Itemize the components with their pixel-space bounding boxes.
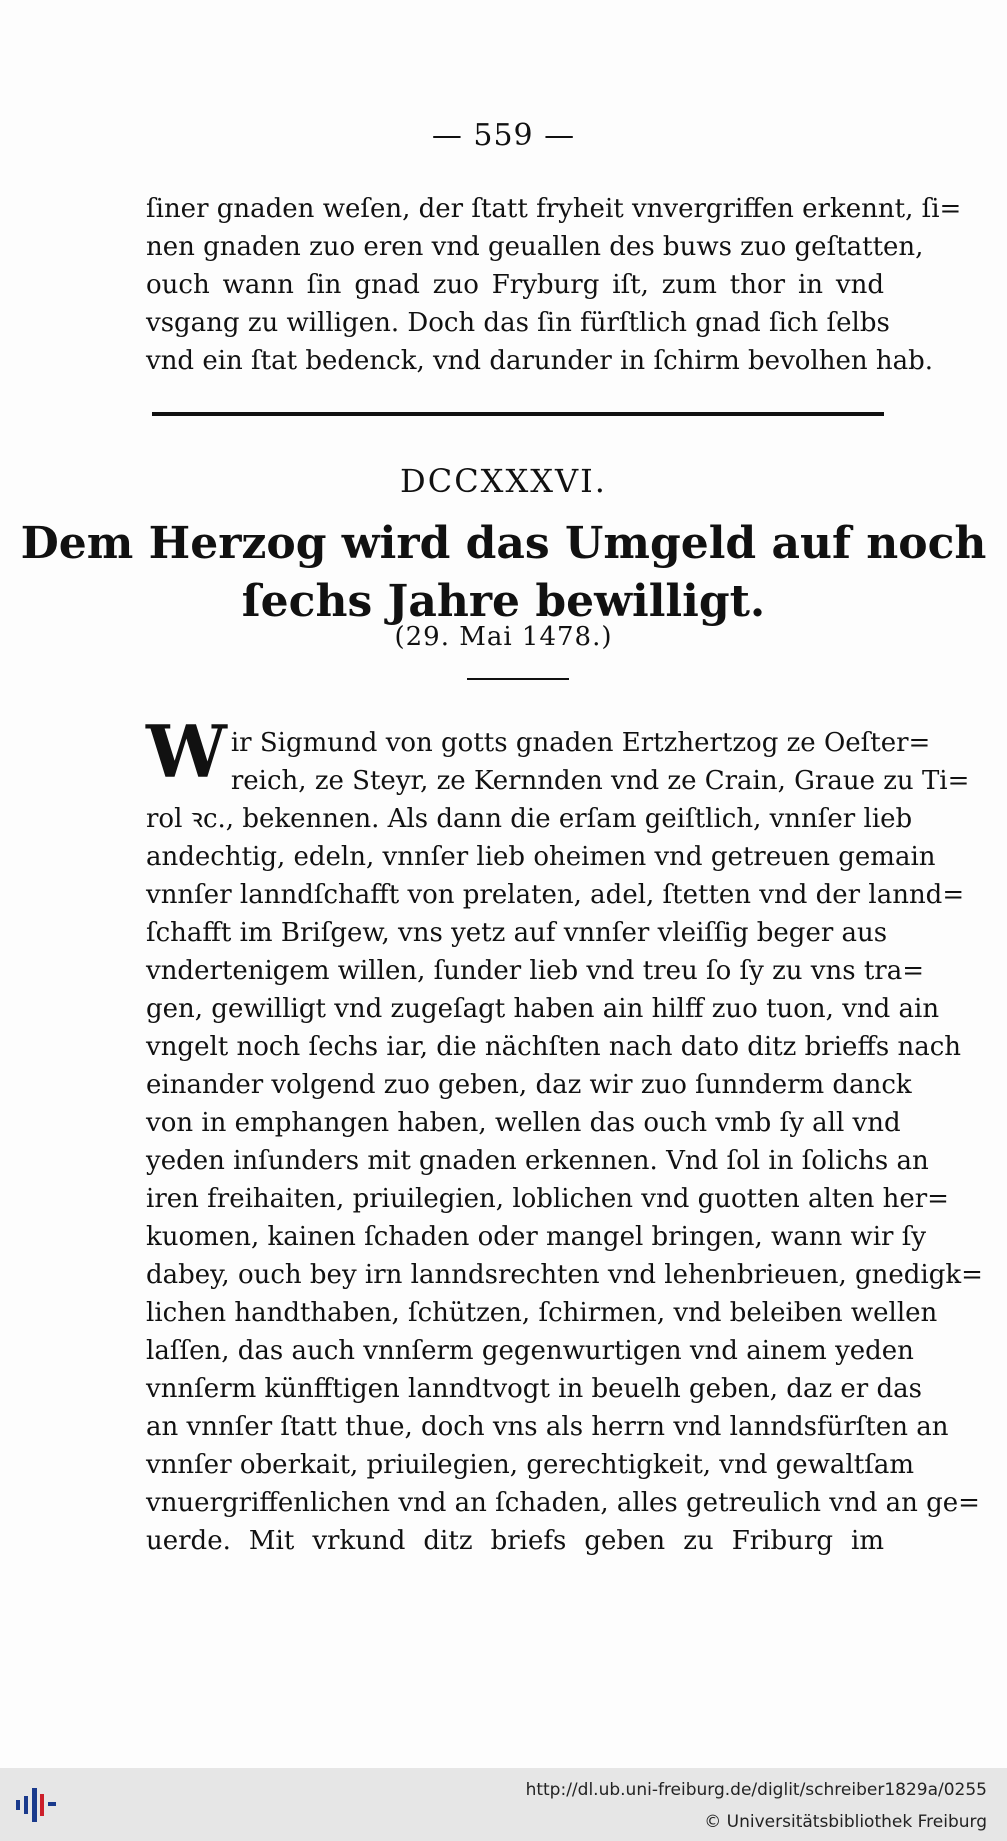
drop-cap: W <box>146 709 227 794</box>
top-paragraph <box>146 190 962 380</box>
section-divider <box>152 412 884 416</box>
body-paragraph <box>146 709 983 1560</box>
text-line: an vnnſer ſtatt thue, doch vns als herrn vnd lanndsfürſten an <box>146 1412 949 1442</box>
text-line: vnd ein ſtat bedenck, vnd darunder in ſchirm bevolhen hab. <box>146 346 934 376</box>
title-divider <box>467 678 569 680</box>
title-line: ſechs Jahre bewilligt. <box>241 576 766 627</box>
text-line: uerde. Mit vrkund ditz briefs geben zu Friburg im <box>146 1526 884 1556</box>
text-line: vnnſerm künfftigen lanndtvogt in beuelh geben, daz er das <box>146 1374 922 1404</box>
document-title <box>0 515 1007 631</box>
title-line: Dem Herzog wird das Umgeld auf noch <box>20 518 987 569</box>
text-line: von in emphangen haben, wellen das ouch vmb ſy all vnd <box>146 1108 901 1138</box>
ub-freiburg-logo-icon[interactable] <box>14 1782 60 1828</box>
copyright-notice: © Universitätsbibliothek Freiburg <box>704 1812 987 1832</box>
document-number: DCCXXXVI. <box>400 462 607 500</box>
text-line: vnuergriffenlichen vnd an ſchaden, alles getreulich vnd an ge= <box>146 1488 980 1518</box>
text-line: lichen handthaben, ſchützen, ſchirmen, vnd beleiben wellen <box>146 1298 938 1328</box>
text-line: vsgang zu willigen. Doch das ſin fürſtlich gnad ſich ſelbs <box>146 308 890 338</box>
text-line: vnnſer oberkait, priuilegien, gerechtigkeit, vnd gewaltſam <box>146 1450 914 1480</box>
text-line: vnnſer lanndſchafft von prelaten, adel, ſtetten vnd der lannd= <box>146 880 965 910</box>
text-line: vngelt noch ſechs iar, die nächſten nach dato ditz brieffs nach <box>146 1032 962 1062</box>
text-line: kuomen, kainen ſchaden oder mangel bringen, wann wir ſy <box>146 1222 927 1252</box>
text-line: ouch wann ſin gnad zuo Fryburg iſt, zum thor in vnd <box>146 270 884 300</box>
page-number: — 559 — <box>431 118 576 153</box>
text-line: andechtig, edeln, vnnſer lieb oheimen vnd getreuen gemain <box>146 842 936 872</box>
document-date: (29. Mai 1478.) <box>394 622 613 652</box>
text-line: yeden inſunders mit gnaden erkennen. Vnd ſol in ſolichs an <box>146 1146 929 1176</box>
text-line: iren freihaiten, priuilegien, loblichen vnd guotten alten her= <box>146 1184 949 1214</box>
text-line: vndertenigem willen, ſunder lieb vnd treu ſo ſy zu vns tra= <box>146 956 925 986</box>
text-line: reich, ze Steyr, ze Kernnden vnd ze Crain, Graue zu Ti= <box>230 766 970 796</box>
text-line: laſſen, das auch vnnſerm gegenwurtigen vnd ainem yeden <box>146 1336 914 1366</box>
permalink-url[interactable]: http://dl.ub.uni-freiburg.de/diglit/schreiber1829a/0255 <box>525 1780 987 1800</box>
text-line: gen, gewilligt vnd zugeſagt haben ain hilff zuo tuon, vnd ain <box>146 994 940 1024</box>
text-line: dabey, ouch bey irn lanndsrechten vnd lehenbrieuen, gnedigk= <box>146 1260 983 1290</box>
text-line: rol ꝛc., bekennen. Als dann die erſam geiſtlich, vnnſer lieb <box>146 804 913 834</box>
text-line: einander volgend zuo geben, daz wir zuo ſunnderm danck <box>146 1070 912 1100</box>
text-line: ir Sigmund von gotts gnaden Ertzhertzog ze Oeſter= <box>230 728 931 758</box>
text-line: ſiner gnaden weſen, der ſtatt fryheit vnvergriffen erkennt, ſi= <box>146 194 962 224</box>
text-line: ſchafft im Briſgew, vns yetz auf vnnſer vleiſſig beger aus <box>146 918 888 948</box>
text-line: nen gnaden zuo eren vnd geuallen des buws zuo geſtatten, <box>146 232 924 262</box>
viewer-footer <box>0 1768 1007 1841</box>
